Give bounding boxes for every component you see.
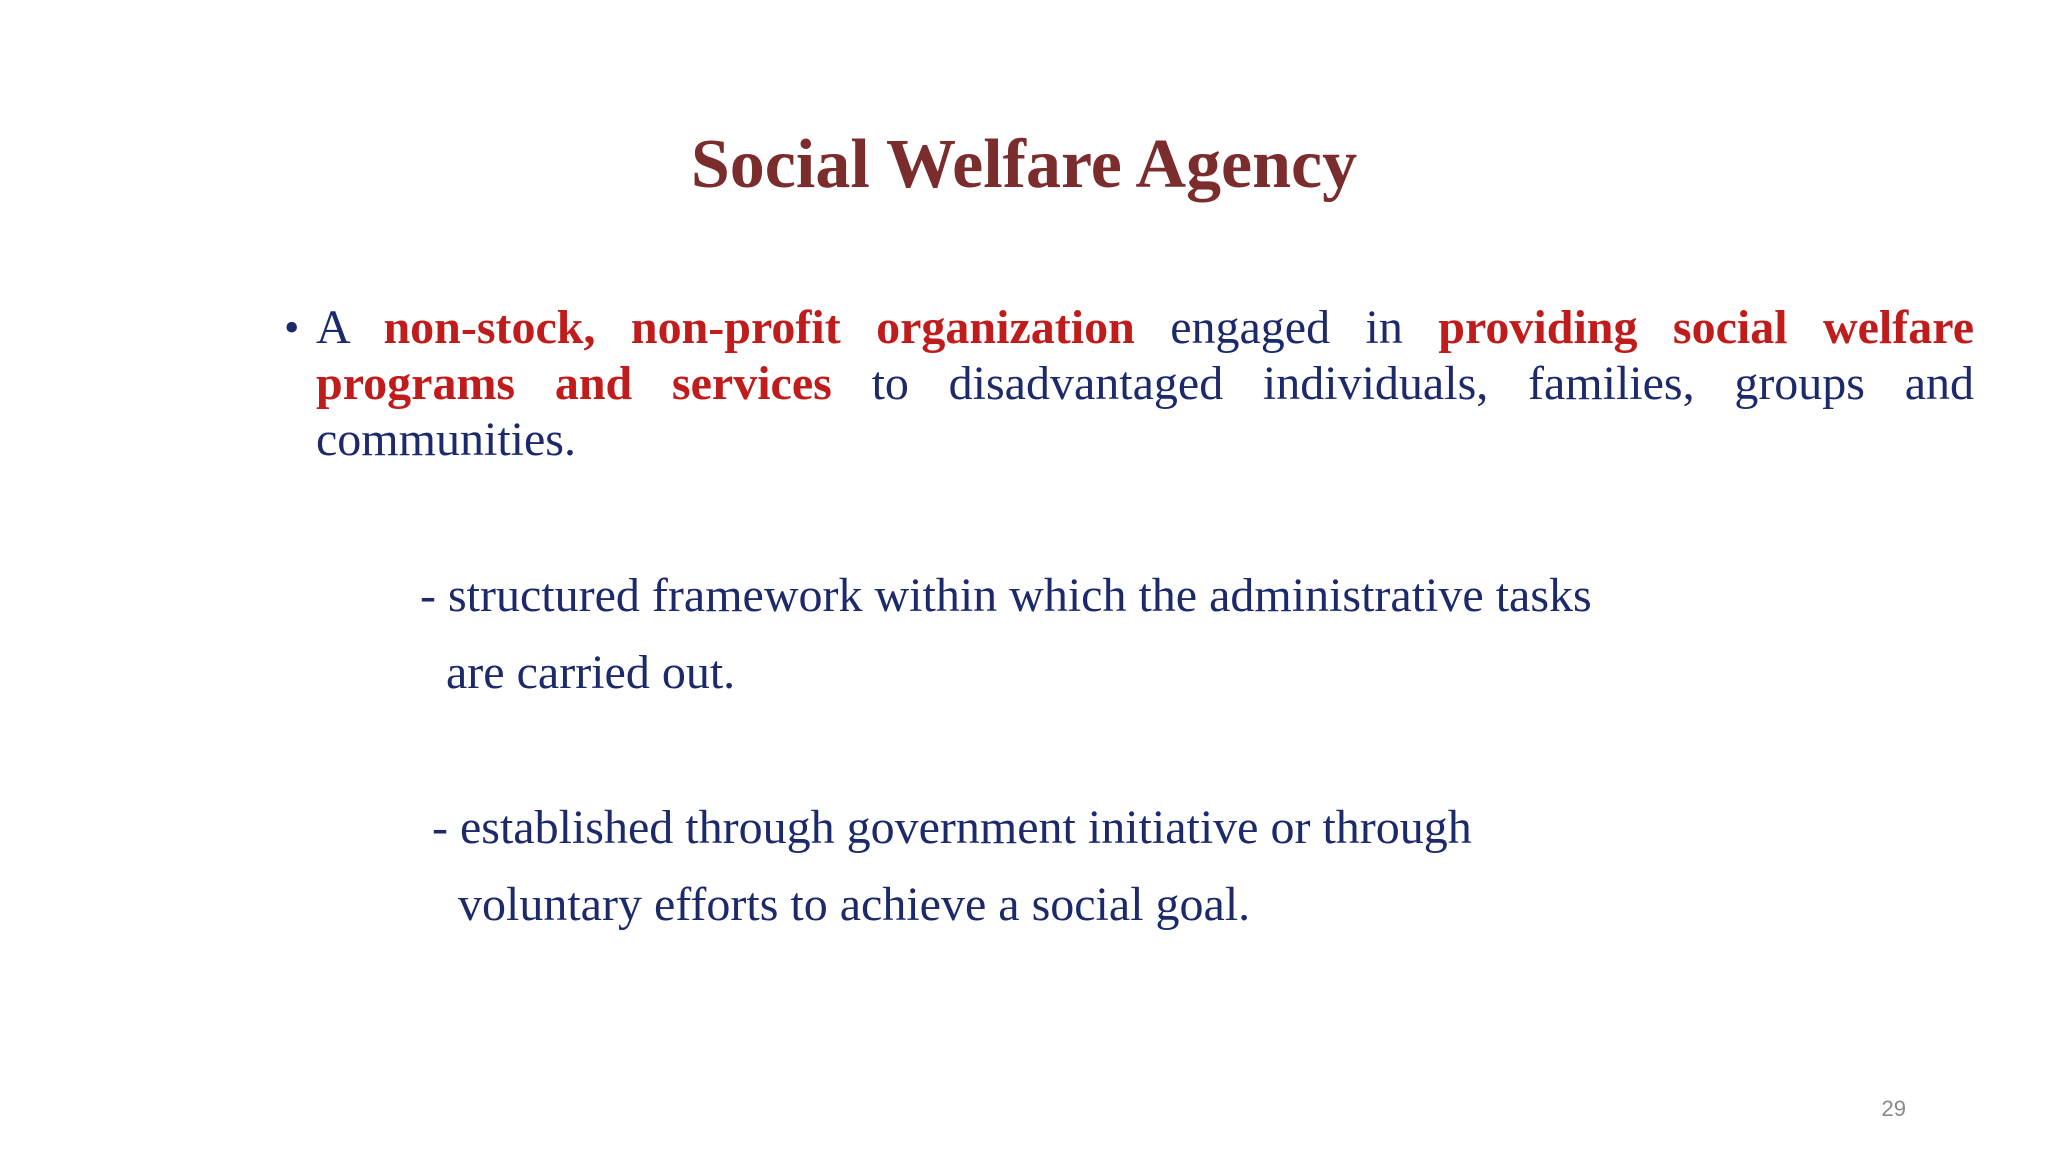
bullet-text: [316, 300, 1974, 468]
sub-point-1-line-2: are carried out.: [446, 646, 736, 699]
bullet-segment-intro: A: [316, 301, 384, 354]
bullet-marker: •: [284, 303, 300, 352]
sub-point-2-line-1: - established through government initiative or through: [432, 801, 1472, 854]
sub-point-2-line-2: voluntary efforts to achieve a social goal.: [458, 878, 1251, 931]
bullet-segment-recipients: to disadvantaged individuals, families, groups and communities.: [316, 357, 1975, 466]
bullet-highlight-programs: providing social welfare programs and services: [316, 301, 1974, 410]
bullet-segment-engaged: engaged in: [1134, 301, 1439, 354]
sub-point-1-line-1: - structured framework within which the administrative tasks: [420, 569, 1592, 622]
slide-title: Social Welfare Agency: [690, 126, 1358, 203]
bullet-highlight-organization: non-stock, non-profit organization: [383, 301, 1135, 354]
page-number: 29: [1881, 1096, 1906, 1121]
